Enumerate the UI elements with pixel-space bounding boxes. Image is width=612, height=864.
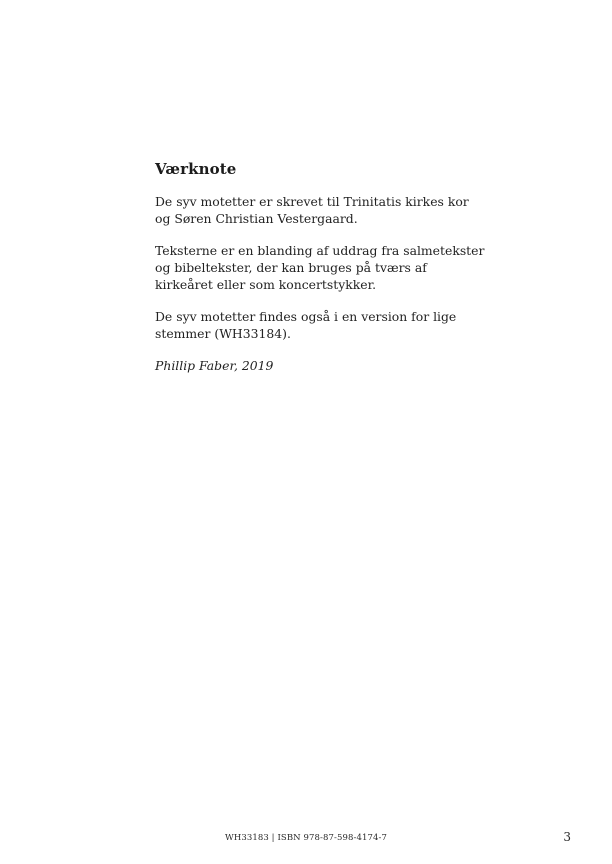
paragraph-texts: Teksterne er en blanding af uddrag fra salmetekster og bibeltekster, der kan bruges på tværs af kirkeåret eller som koncertstykker. [155,243,485,292]
page-title: Værknote [155,160,237,178]
paragraph-dedication: De syv motetter er skrevet til Trinitatis kirkes kor og Søren Christian Vestergaard. [155,194,469,226]
footer-reference: WH33183 | ISBN 978-87-598-4174-7 [224,833,387,843]
author-signature: Phillip Faber, 2019 [155,358,274,373]
main-content [155,160,485,389]
page-number: 3 [563,830,571,844]
paragraph-version: De syv motetter findes også i en version for lige stemmer (WH33184). [155,309,457,341]
